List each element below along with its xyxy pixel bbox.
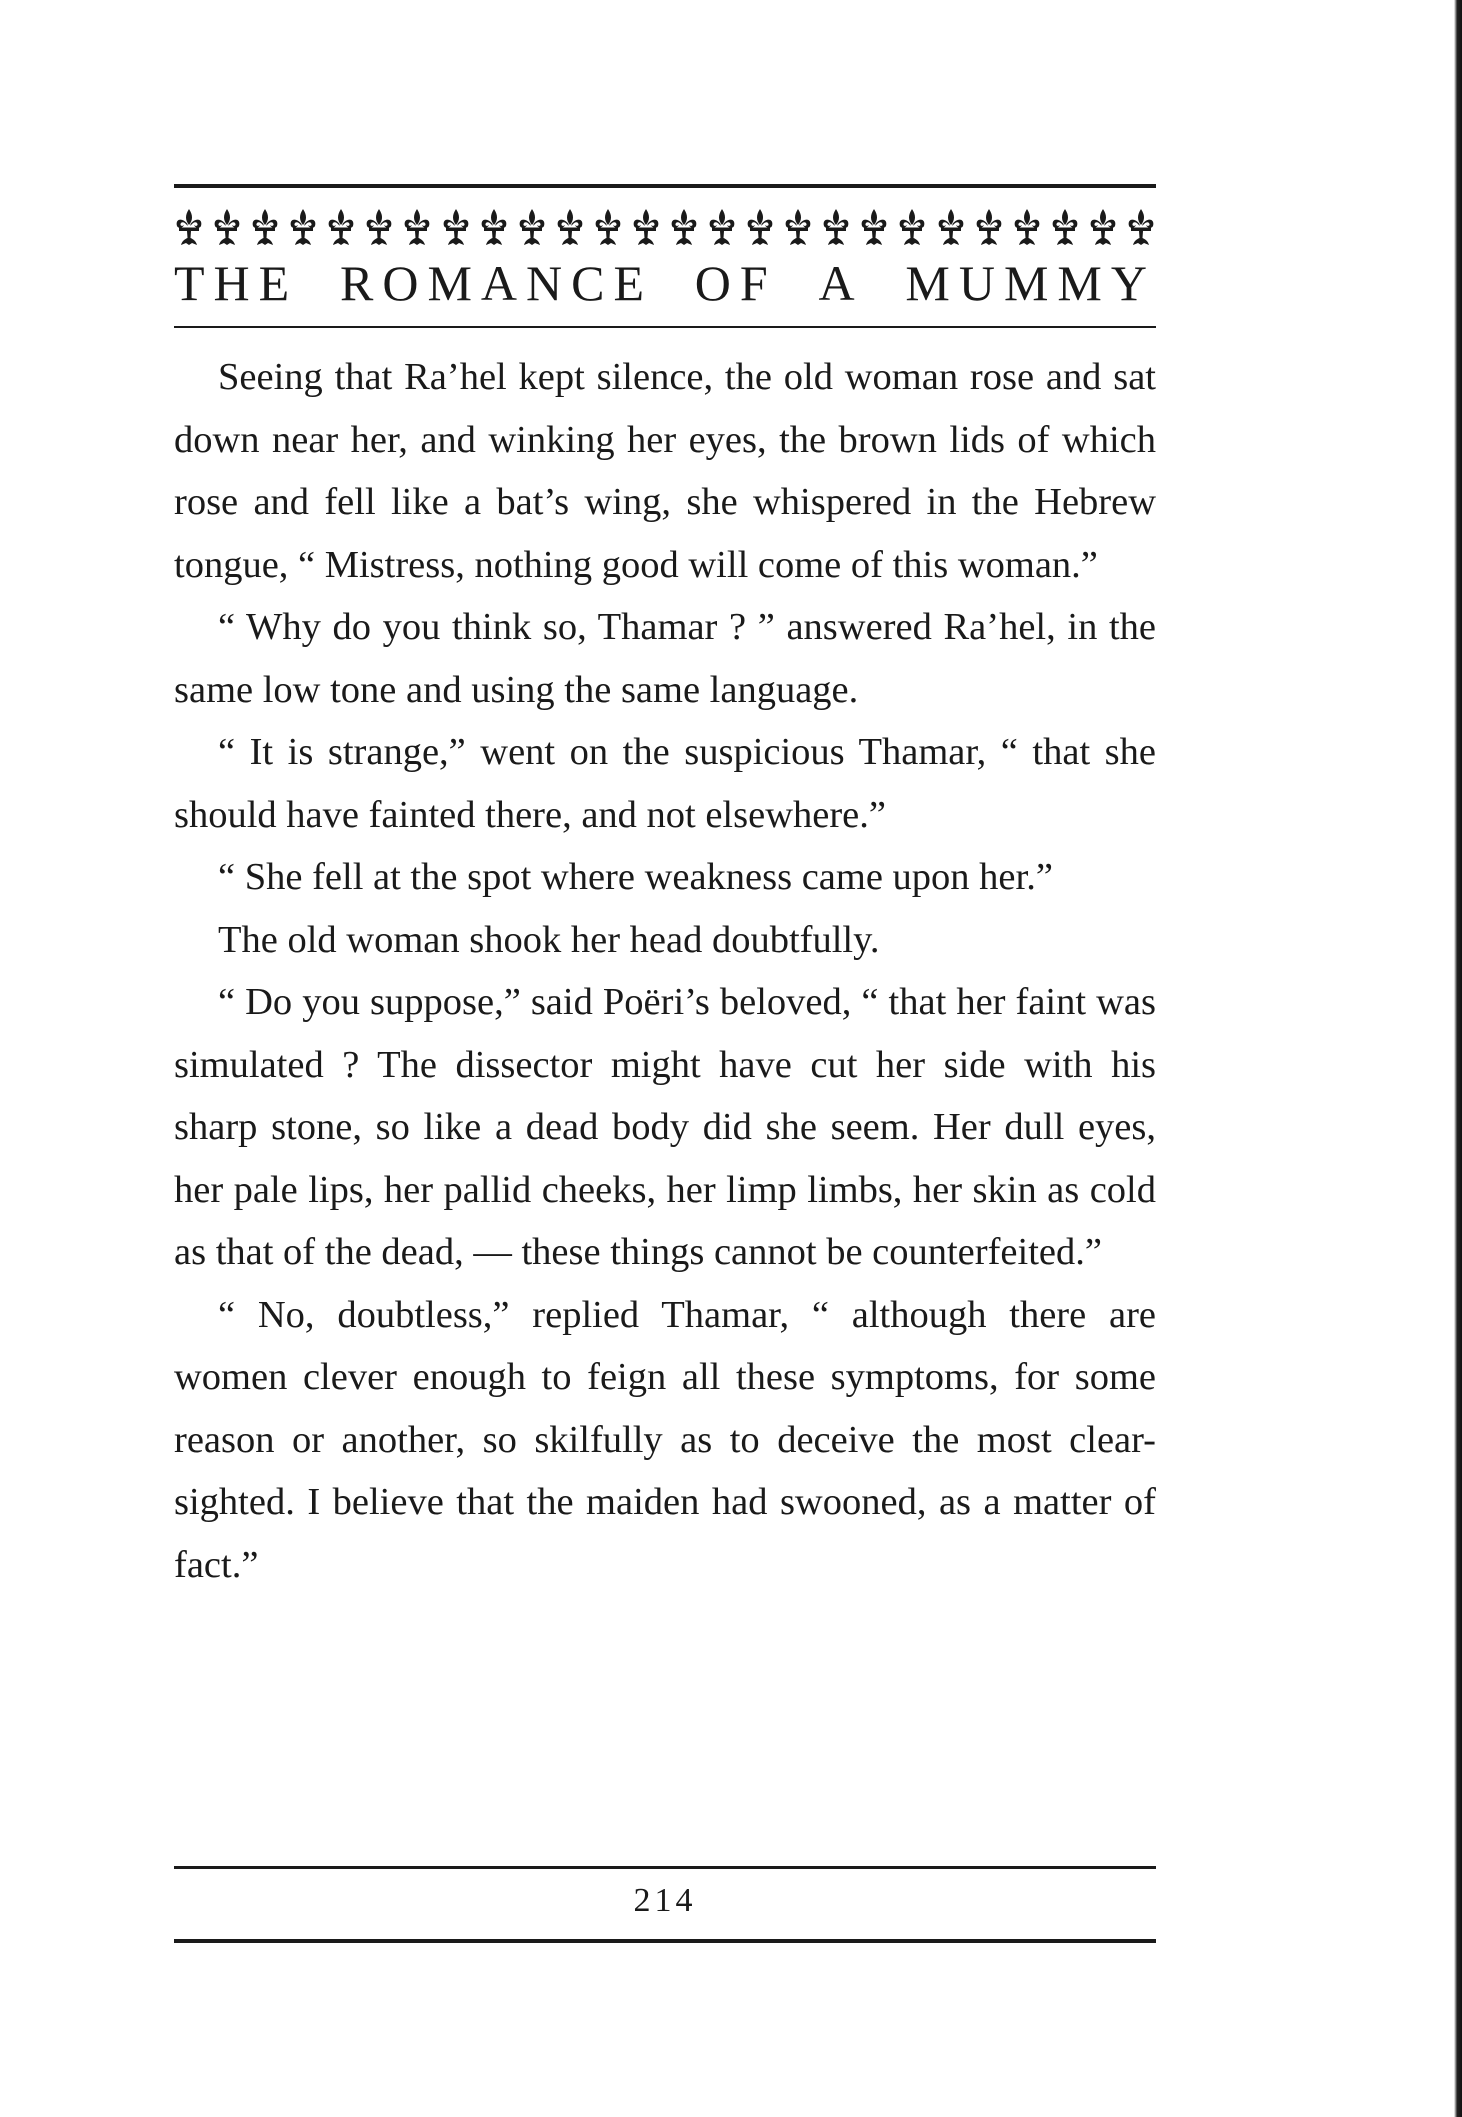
fleur-de-lis-icon — [1050, 208, 1080, 246]
fleur-de-lis-icon — [669, 208, 699, 246]
fleur-de-lis-icon — [1126, 208, 1156, 246]
paragraph: Seeing that Ra’hel kept silence, the old woman rose and sat down near her, and winking her eyes, the brown lids of which rose and fell like a bat’s wing, she whispered in the Hebrew tongue, “ Mistress, nothing good will come of this woman.” — [174, 356, 1156, 586]
running-head-word: A — [818, 255, 864, 311]
fleur-de-lis-icon — [555, 208, 585, 246]
fleur-de-lis-icon — [288, 208, 318, 246]
fleur-de-lis-icon — [517, 208, 547, 246]
fleur-de-lis-icon — [974, 208, 1004, 246]
fleur-de-lis-icon — [212, 208, 242, 246]
running-head-word: OF — [694, 255, 777, 311]
header-bottom-rule — [174, 326, 1156, 328]
fleur-de-lis-icon — [174, 208, 204, 246]
fleur-de-lis-icon — [707, 208, 737, 246]
fleur-de-lis-icon — [897, 208, 927, 246]
running-head-title — [174, 255, 1156, 311]
header-top-rule — [174, 184, 1156, 188]
fleur-de-lis-icon — [479, 208, 509, 246]
running-head-word: THE — [174, 255, 299, 311]
paragraph: “ No, doubtless,” replied Thamar, “ although there are women clever enough to feign all these symptoms, for some reason or another, so skilfully as to deceive the most clear-sighted. I believe that the maiden had swooned, as a matter of fact.” — [174, 1293, 1156, 1586]
fleur-de-lis-icon — [631, 208, 661, 246]
page-number: 214 — [633, 1882, 697, 1919]
fleur-de-lis-icon — [936, 208, 966, 246]
page-edge — [1454, 0, 1462, 2117]
fleur-de-lis-icon — [745, 208, 775, 246]
paragraph: “ Do you suppose,” said Poëri’s beloved, “ that her faint was simulated ? The dissector might have cut her side with his sharp stone, so like a dead body did she seem. Her dull eyes, her pale lips, her pallid cheeks, her limp limbs, her skin as cold as that of the dead, — these things cannot be counterfeited.” — [174, 981, 1156, 1273]
running-head-word: ROMANCE — [339, 255, 654, 311]
book-page — [174, 184, 1156, 1596]
fleuron-border — [174, 206, 1156, 248]
footer-top-rule — [174, 1866, 1156, 1869]
fleur-de-lis-icon — [821, 208, 851, 246]
fleur-de-lis-icon — [402, 208, 432, 246]
fleur-de-lis-icon — [783, 208, 813, 246]
fleur-de-lis-icon — [250, 208, 280, 246]
paragraph: “ It is strange,” went on the suspicious Thamar, “ that she should have fainted there, and not elsewhere.” — [174, 731, 1156, 836]
paragraph: The old woman shook her head doubtfully. — [218, 918, 880, 961]
fleur-de-lis-icon — [364, 208, 394, 246]
paragraph: “ Why do you think so, Thamar ? ” answered Ra’hel, in the same low tone and using the same language. — [174, 606, 1156, 711]
footer-bottom-rule — [174, 1939, 1156, 1943]
fleur-de-lis-icon — [441, 208, 471, 246]
body-text — [174, 346, 1156, 1596]
paragraph: “ She fell at the spot where weakness came upon her.” — [218, 856, 1053, 898]
fleur-de-lis-icon — [1012, 208, 1042, 246]
page-footer — [174, 1866, 1156, 1943]
running-head-word: MUMMY — [905, 255, 1156, 311]
fleur-de-lis-icon — [593, 208, 623, 246]
fleur-de-lis-icon — [859, 208, 889, 246]
fleur-de-lis-icon — [1088, 208, 1118, 246]
fleur-de-lis-icon — [326, 208, 356, 246]
